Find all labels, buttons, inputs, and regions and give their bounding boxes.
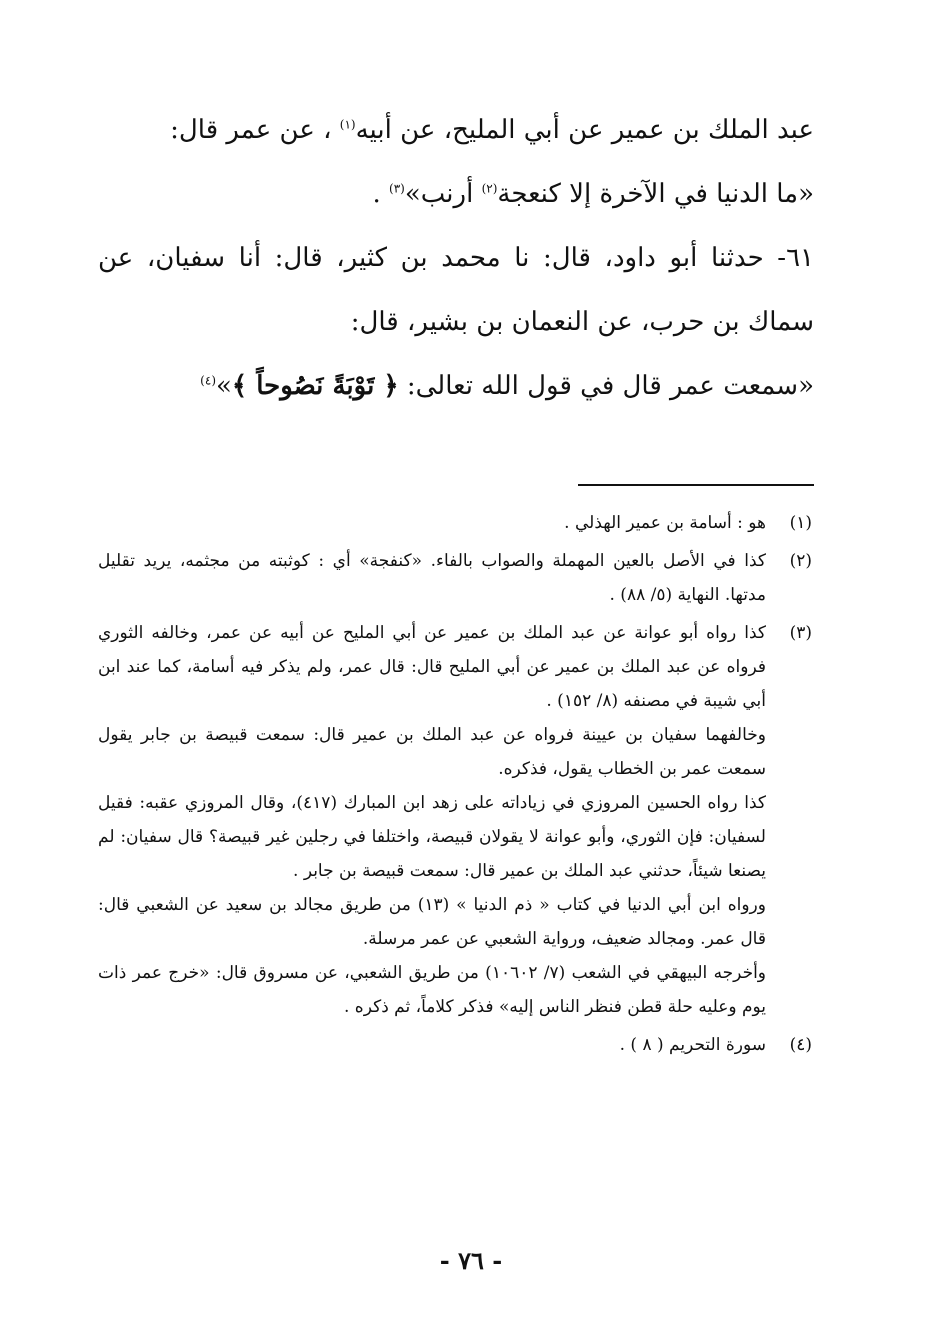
- footnote-body: [98, 544, 766, 612]
- footnote-2: [98, 544, 812, 612]
- footnote-ref-1: (١): [339, 117, 356, 132]
- footnote-paragraph: وأخرجه البيهقي في الشعب (٧/ ١٠٦٠٢) من طريق الشعبي، عن مسروق قال: «خرج عمر ذات يوم وعليه حلة قطن فنظر الناس إليه» فذكر كلاماً، ثم ذكره .: [98, 963, 767, 1017]
- footnote-number: (١): [789, 513, 812, 533]
- footnote-paragraph: سورة التحريم ( ٨ ) .: [619, 1035, 766, 1055]
- hadith-61: ٦١- حدثنا أبو داود، قال: نا محمد بن كثير، قال: أنا سفيان، عن سماك بن حرب، عن النعمان بن بشير، قال:: [98, 243, 814, 337]
- main-line-2-mid: أرنب»: [404, 179, 482, 209]
- footnote-ref-2: (٢): [481, 181, 498, 196]
- footnote-ref-3: (٣): [389, 181, 405, 196]
- page-number: - ٧٦ -: [439, 1246, 503, 1275]
- footnote-4: [98, 1028, 812, 1062]
- footnote-body: [98, 616, 766, 1024]
- main-line-5-end: »: [216, 371, 232, 401]
- footnote-body: [98, 1028, 766, 1062]
- footnote-number: (٤): [789, 1035, 812, 1055]
- main-line-5-start: «سمعت عمر قال في قول الله تعالى:: [398, 371, 814, 401]
- footnote-1: [98, 506, 812, 540]
- footnote-paragraph: هو : أسامة بن عمير الهذلي .: [564, 513, 766, 533]
- main-line-1: [98, 98, 814, 162]
- main-line-2-end: .: [372, 179, 390, 209]
- footnote-separator: [578, 484, 814, 486]
- main-line-1-text: عبد الملك بن عمير عن أبي المليح، عن أبيه: [355, 115, 814, 145]
- main-line-2-start: «ما الدنيا في الآخرة إلا كنعجة: [497, 179, 814, 209]
- main-line-5: [98, 354, 814, 418]
- footnote-paragraph: كذا رواه الحسين المروزي في زياداته على زهد ابن المبارك (٤١٧)، وقال المروزي عقبه: فقيل لسفيان: فإن الثوري، وأبو عوانة لا يقولان قبيصة، واختلفا في رجلين غير قبيصة؟ قال سفيان: لم يصنعا شيئاً، حدثني عبد الملك بن عمير قال: سمعت قبيصة بن جابر .: [98, 793, 766, 881]
- footnote-ref-4: (٤): [200, 373, 216, 388]
- footnote-paragraph: ورواه ابن أبي الدنيا في كتاب « ذم الدنيا » (١٣) من طريق مجالد بن سعيد عن الشعبي قال: قال عمر. ومجالد ضعيف، ورواية الشعبي عن عمر مرسلة.: [98, 895, 766, 949]
- main-text: [98, 98, 814, 418]
- main-line-2: [98, 162, 814, 226]
- main-line-1-end: ، عن عمر قال:: [170, 115, 332, 145]
- footnote-paragraph: كذا رواه أبو عوانة عن عبد الملك بن عمير عن أبي المليح عن أبيه عن عمر، وخالفه الثوري فرواه عن عبد الملك بن عمير عن أبي المليح قال: قال عمر، ولم يذكر فيه أسامة، كما عند ابن أبي شيبة في مصنفه (٨/ ١٥٢) .: [98, 623, 766, 711]
- footnote-3: [98, 616, 812, 1024]
- footnote-body: [98, 506, 766, 540]
- footnotes: [98, 506, 812, 1066]
- quran-verse: ﴿ تَوْبَةً نَصُوحاً ﴾: [231, 371, 399, 401]
- footnote-paragraph: وخالفهما سفيان بن عيينة فرواه عن عبد الملك بن عمير قال: سمعت قبيصة بن جابر يقول سمعت عمر بن الخطاب يقول، فذكره.: [98, 725, 766, 779]
- footnote-number: (٢): [789, 551, 812, 571]
- footnote-number: (٣): [789, 623, 812, 643]
- footnote-paragraph: كذا في الأصل بالعين المهملة والصواب بالفاء. «كنفجة» أي : كوثبته من مجثمه، يريد تقليل مدتها. النهاية (٥/ ٨٨) .: [98, 551, 766, 605]
